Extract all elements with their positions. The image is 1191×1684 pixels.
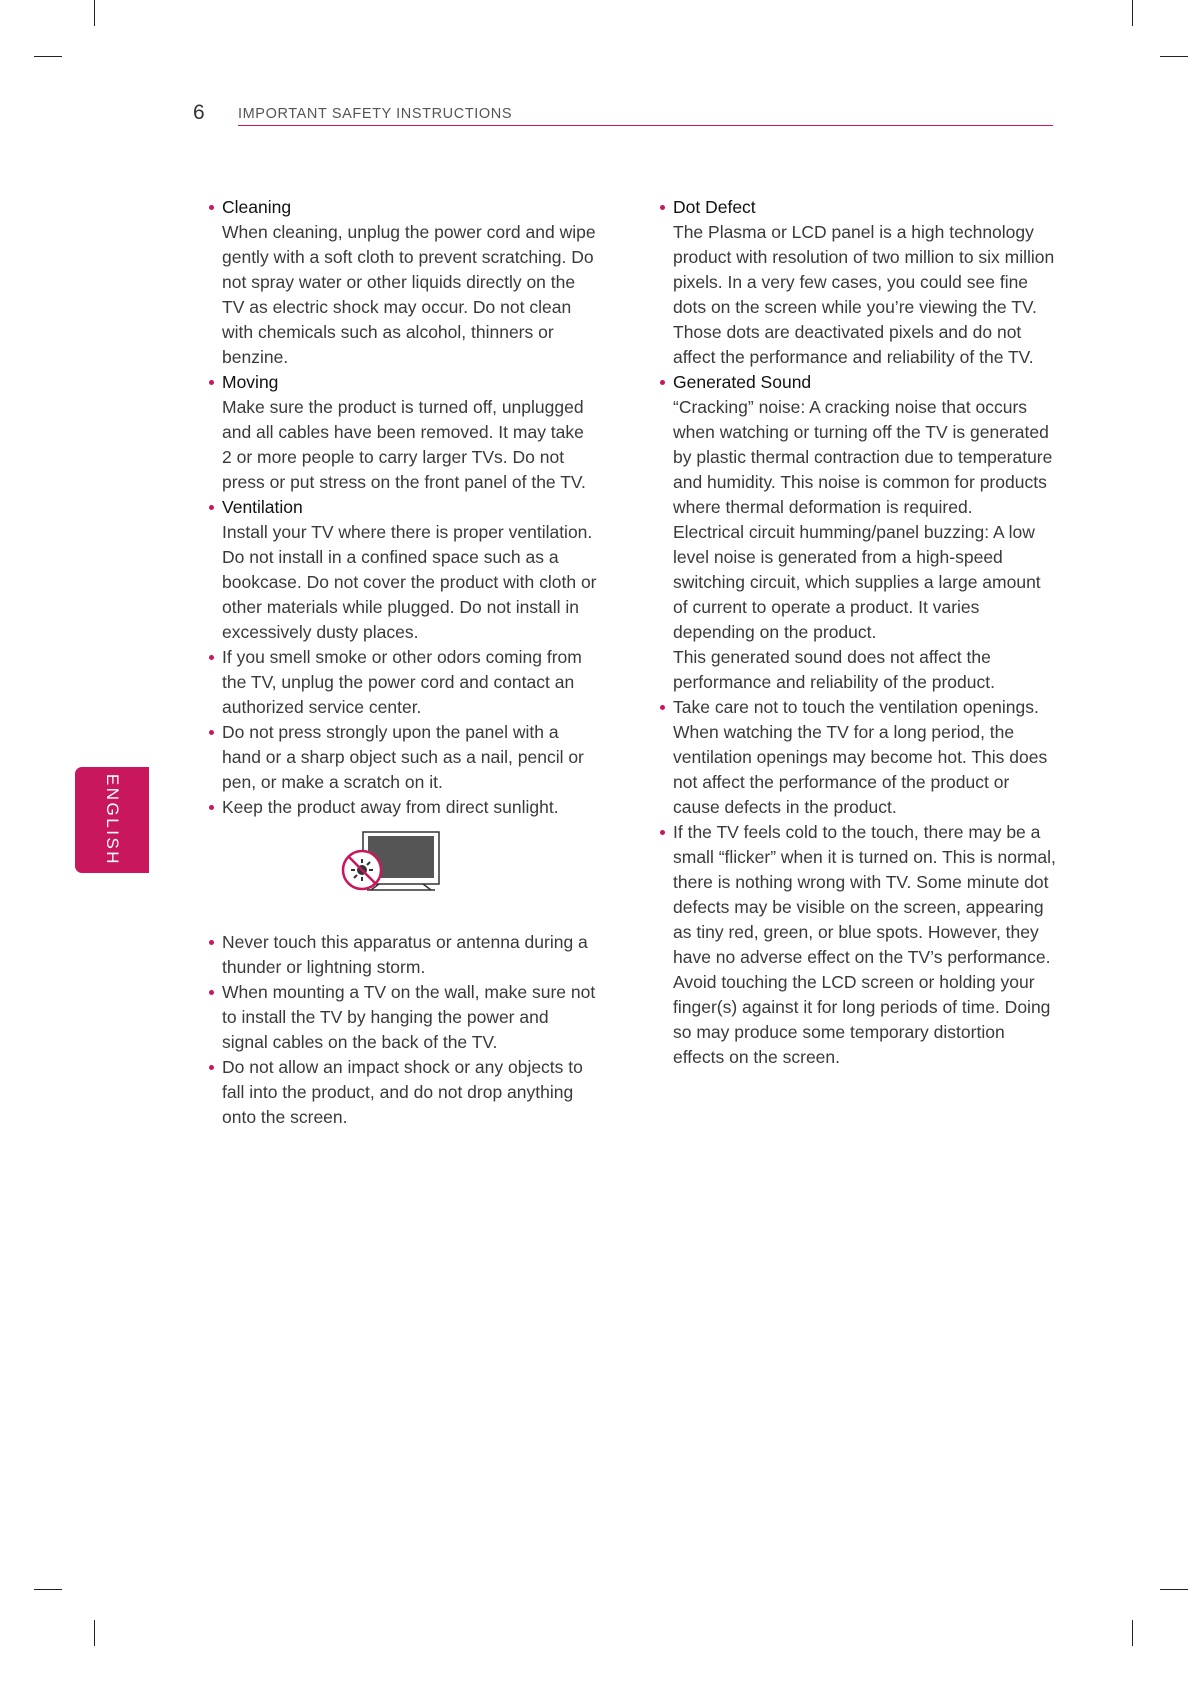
list-item bbox=[207, 795, 597, 820]
item-text: If the TV feels cold to the touch, there may be a small “flicker” when it is turned on. This is normal, there is nothing wrong with TV. Some minute dot defects may be visible on the screen, appearing as tiny red, green, or blue spots. However, they have no adverse effect on the TV’s performance. Avoid touching the LCD screen or holding your finger(s) against it for long periods of time. Doing so may produce some temporary distortion effects on the screen. bbox=[673, 822, 1056, 1067]
crop-mark bbox=[1132, 0, 1133, 26]
item-text: When mounting a TV on the wall, make sure not to install the TV by hanging the power and signal cables on the back of the TV. bbox=[222, 982, 596, 1052]
item-text: If you smell smoke or other odors coming from the TV, unplug the power cord and contact an authorized service center. bbox=[222, 647, 582, 717]
section-title: IMPORTANT SAFETY INSTRUCTIONS bbox=[238, 106, 513, 122]
item-title: Dot Defect bbox=[673, 197, 756, 217]
item-text: Do not allow an impact shock or any objects to fall into the product, and do not drop anything onto the screen. bbox=[222, 1057, 583, 1127]
item-text: Keep the product away from direct sunlight. bbox=[222, 797, 559, 817]
right-column bbox=[658, 195, 1058, 1070]
item-text: Do not press strongly upon the panel with a hand or a sharp object such as a nail, pencil or pen, or make a scratch on it. bbox=[222, 722, 584, 792]
item-text: Make sure the product is turned off, unplugged and all cables have been removed. It may take 2 or more people to carry larger TVs. Do not press or put stress on the front panel of the TV. bbox=[222, 397, 586, 492]
item-text: This generated sound does not affect the performance and reliability of the product. bbox=[673, 647, 995, 692]
language-tab bbox=[75, 767, 149, 873]
header-rule bbox=[238, 125, 1053, 126]
item-text: Never touch this apparatus or antenna during a thunder or lightning storm. bbox=[222, 932, 588, 977]
list-item bbox=[207, 645, 597, 720]
crop-mark bbox=[34, 1589, 62, 1590]
crop-mark bbox=[94, 0, 95, 26]
item-text: Install your TV where there is proper ventilation. Do not install in a confined space such as a bookcase. Do not cover the product with cloth or other materials while plugged. Do not install in excessively dusty places. bbox=[222, 522, 597, 642]
crop-mark bbox=[1160, 56, 1188, 57]
item-text: The Plasma or LCD panel is a high technology product with resolution of two million to six million pixels. In a very few cases, you could see fine dots on the screen while you’re viewing the TV. Those dots are deactivated pixels and do not affect the performance and reliability of the TV. bbox=[673, 222, 1055, 367]
list-item bbox=[658, 695, 1058, 820]
left-column bbox=[207, 195, 597, 1130]
list-item bbox=[207, 720, 597, 795]
list-item bbox=[207, 980, 597, 1055]
crop-mark bbox=[34, 56, 62, 57]
tv-no-sunlight-icon bbox=[339, 830, 443, 892]
item-title: Moving bbox=[222, 372, 279, 392]
list-item bbox=[207, 370, 597, 495]
item-text: When cleaning, unplug the power cord and wipe gently with a soft cloth to prevent scratching. Do not spray water or other liquids directly on the TV as electric shock may occur. Do not clean with chemicals such as alcohol, thinners or benzine. bbox=[222, 222, 596, 367]
crop-mark bbox=[1160, 1589, 1188, 1590]
item-title: Generated Sound bbox=[673, 372, 812, 392]
item-text: “Cracking” noise: A cracking noise that occurs when watching or turning off the TV is generated by plastic thermal contraction due to temperature and humidity. This noise is common for products where thermal deformation is required. bbox=[673, 397, 1053, 517]
list-item bbox=[658, 195, 1058, 370]
crop-mark bbox=[1132, 1620, 1133, 1646]
no-sunlight-figure bbox=[207, 820, 597, 930]
page-number: 6 bbox=[193, 101, 205, 124]
list-item bbox=[658, 820, 1058, 1070]
crop-mark bbox=[94, 1620, 95, 1646]
item-text: Take care not to touch the ventilation openings. When watching the TV for a long period, the ventilation openings may become hot. This does not affect the performance of the product or cause defects in the product. bbox=[673, 697, 1048, 817]
item-title: Cleaning bbox=[222, 197, 292, 217]
list-item bbox=[207, 195, 597, 370]
language-label: ENGLISH bbox=[103, 773, 122, 867]
item-title: Ventilation bbox=[222, 497, 303, 517]
list-item bbox=[207, 1055, 597, 1130]
page-header bbox=[193, 100, 1053, 130]
list-item bbox=[207, 495, 597, 645]
list-item bbox=[658, 370, 1058, 695]
item-text: Electrical circuit humming/panel buzzing: A low level noise is generated from a high-speed switching circuit, which supplies a large amount of current to operate a product. It varies depending on the product. bbox=[673, 522, 1041, 642]
list-item bbox=[207, 930, 597, 980]
